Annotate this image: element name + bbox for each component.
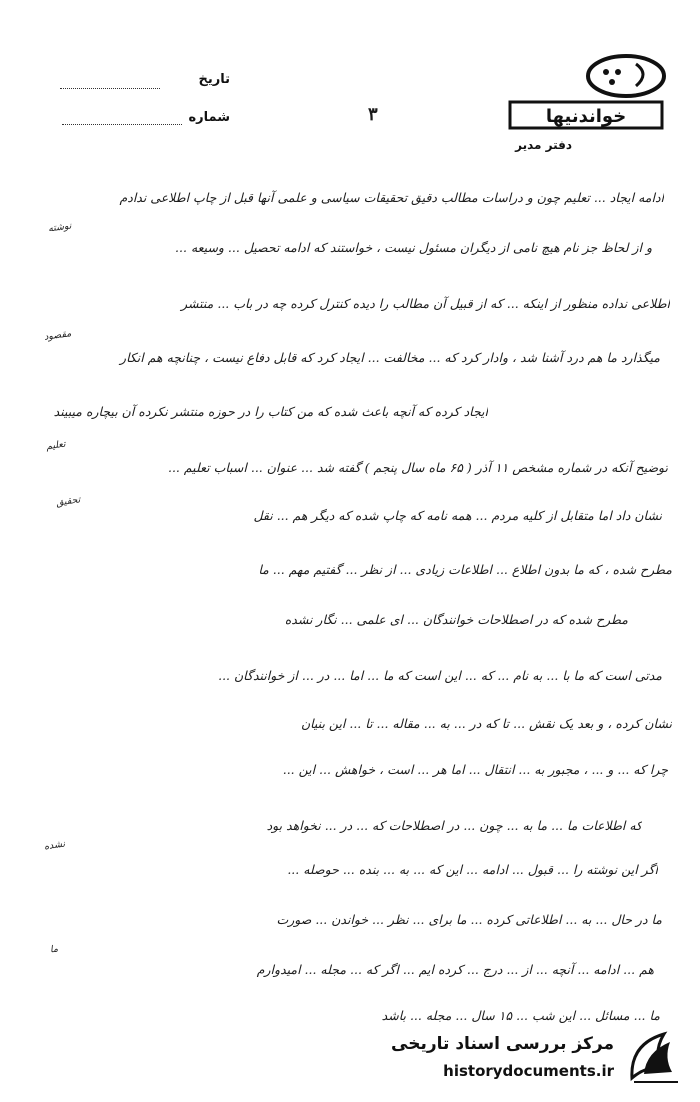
body-line: میگذارد ما هم درد آشنا شد ، وادار کرد که ... مخالفت ... ایجاد کرد که قابل دفاع نیست ، چنانچه هم انکار [120, 350, 660, 365]
margin-note: تعلیم [45, 438, 67, 453]
margin-note: تحقیق [55, 494, 82, 509]
office-label: دفتر مدیر [515, 138, 572, 152]
body-line: مطرح شده که در اصطلاحات خوانندگان ... ای علمی ... نگار نشده [284, 612, 628, 627]
body-line: نشان داد اما متقابل از کلیه مردم ... همه نامه که چاپ شده که دیگر هم ... نقل [253, 508, 662, 523]
archive-name: مرکز بررسی اسناد تاریخی [391, 1034, 614, 1054]
body-line: چرا که ... و ... ، مجبور به ... انتقال ... اما هر ... است ، خواهش ... این ... [282, 762, 668, 777]
date-label: تاریخ [198, 72, 230, 87]
body-line: نشان کرده ، و بعد یک نقش ... تا که در ... به ... مقاله ... تا ... این بنیان [300, 716, 672, 731]
page-number: ۳ [368, 104, 378, 125]
body-line: هم ... ادامه ... آنچه ... از ... درج ... کرده ایم ... اگر که ... مجله ... امیدوارم [256, 962, 654, 977]
body-line: ایجاد کرده که آنچه باعث شده که من کتاب را در حوزه منتشر نکرده آن بیچاره میبیند [53, 404, 488, 419]
archive-emblem-icon [624, 1028, 686, 1088]
margin-note: مقصود [43, 328, 72, 343]
body-line: ما در حال ... به ... اطلاعاتی کرده ... ما برای ... نظر ... خواندن ... صورت [276, 912, 662, 927]
body-line: مطرح شده ، که ما بدون اطلاع ... اطلاعات زیادی ... از نظر ... گفتیم مهم ... ما [258, 562, 672, 577]
body-line: مدتی است که ما با ... به نام ... که ... این است که ما ... اما ... در ... از خوانندگان ... [218, 668, 662, 683]
margin-note: ما [49, 943, 59, 956]
body-line: که اطلاعات ما ... ما به ... چون ... در اصطلاحات که ... در ... نخواهد بود [266, 818, 642, 833]
body-line: ادامه ایجاد ... تعلیم چون و دراسات مطالب دقیق تحقیقات سیاسی و علمی آنها قبل از چاپ اطلاعی ندادم [119, 190, 664, 205]
body-line: اطلاعی نداده منظور از اینکه ... که از قبیل آن مطالب را دیده کنترل کرده چه در باب ... منتشر [181, 296, 670, 311]
number-label: شماره [188, 110, 230, 125]
archive-website: historydocuments.ir [443, 1062, 614, 1080]
body-line: ما ... مسائل ... این شب ... ۱۵ سال ... مجله ... باشد [381, 1008, 660, 1023]
margin-note: نوشته [47, 220, 73, 235]
body-line: و از لحاظ جز نام هیچ نامی از دیگران مسئول نیست ، خواستند که ادامه تحصیل ... وسیعه ... [175, 240, 652, 255]
margin-note: نشده [43, 838, 66, 853]
body-line: توضیح آنکه در شماره مشخص ۱۱ آذر ( ۶۵ ماه سال پنجم ) گفته شد ... عنوان ... اسباب تعلیم ... [167, 460, 668, 475]
body-line: اگر این نوشته را ... قبول ... ادامه ... این که ... به ... بنده ... حوصله ... [287, 862, 658, 877]
logo-wordmark: خواندنیها [545, 106, 627, 127]
archive-watermark [386, 1028, 686, 1088]
